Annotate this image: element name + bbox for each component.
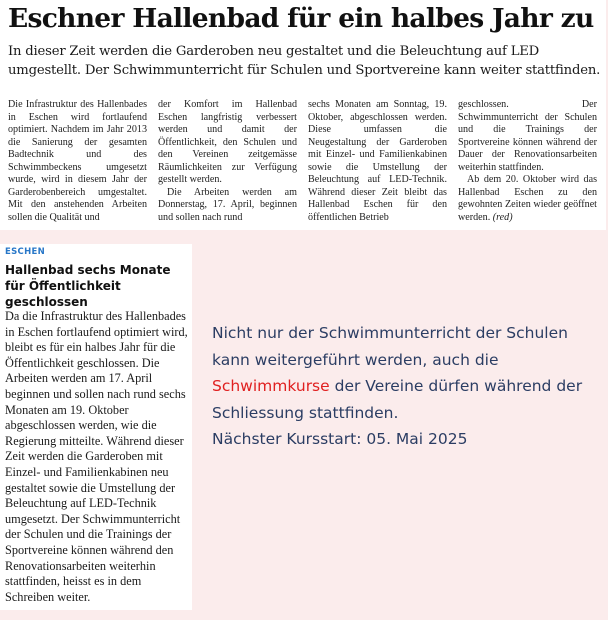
note-text: Nicht nur der Schwimmunterricht der Schulen kann weitergeführt werden, auch die bbox=[212, 324, 568, 369]
column-paragraph: Die Arbeiten werden am Donnerstag, 17. April, beginnen und sollen nach rund bbox=[158, 186, 297, 223]
column-paragraph: geschlossen. Der Schwimmunterricht der Schulen und die Trainings der Sportvereine können während der Dauer der Renovationsarbeiten weiterhin stattfinden. bbox=[458, 99, 597, 173]
article-headline: Eschner Hallenbad für ein halbes Jahr zu bbox=[8, 3, 594, 34]
column-text: Ab dem 20. Oktober wird das Hallenbad Eschen zu den gewohnten Zeiten wieder geöffnet werden. bbox=[458, 174, 597, 223]
course-note bbox=[212, 320, 602, 453]
article-column-2 bbox=[158, 99, 297, 224]
column-paragraph bbox=[458, 174, 597, 224]
author-signature: (red) bbox=[492, 211, 513, 223]
column-paragraph: der Komfort im Hallenbad Eschen langfristig verbessert werden und damit der Öffentlichkeit, den Schulen und den Vereinen zeitgemässe Räumlichkeiten zur Verfügung gestellt werden. bbox=[158, 99, 297, 185]
news-headline: Hallenbad sechs Monate für Öffentlichkeit geschlossen bbox=[5, 263, 171, 309]
next-course-start: Nächster Kursstart: 05. Mai 2025 bbox=[212, 430, 468, 448]
column-paragraph: sechs Monaten am Sonntag, 19. Oktober, abgeschlossen werden. Diese umfassen die Neugestaltung der Garderoben mit Einzel- und Familienkabinen sowie die Umstellung der Beleuchtung auf LED-Technik. Während dieser Zeit bleibt das Hallenbad Eschen für den öffentlichen Betrieb bbox=[308, 99, 447, 223]
article-column-4 bbox=[458, 99, 597, 224]
column-paragraph: Die Infrastruktur des Hallenbades in Eschen wird fortlaufend optimiert. Nachdem im Jahr 2013 die Sanierung der gesamten Badtechnik und des Schwimmbeckens umgesetzt wurde, wird in diesem Jahr der Garderobenbereich umgestaltet. Mit den anstehenden Arbeiten sollen die Qualität und bbox=[8, 99, 147, 223]
article-column-1 bbox=[8, 99, 147, 224]
note-highlight: Schwimmkurse bbox=[212, 377, 330, 395]
news-kicker: ESCHEN bbox=[5, 247, 46, 257]
article-lead: In dieser Zeit werden die Garderoben neu gestaltet und die Beleuchtung auf LED umgestellt. Der Schwimmunterricht für Schulen und Sportvereine kann weiter stattfinden. bbox=[8, 44, 601, 78]
article-column-3 bbox=[308, 99, 447, 224]
news-body: Da die Infrastruktur des Hallenbades in Eschen fortlaufend optimiert wird, bleibt es für ein halbes Jahr für die Öffentlichkeit geschlossen. Die Arbeiten werden am 17. April beginnen und sollen nach rund sechs Monaten am 19. Oktober abgeschlossen werden, wie die Regierung mitteilte. Während dieser Zeit werden die Garderoben mit Einzel- und Familienkabinen neu gestaltet sowie die Umstellung der Beleuchtung auf LED-Technik umgesetzt. Der Schwimmunterricht der Schulen und die Trainings der Sportvereine können während den Renovationsarbeiten weiterhin stattfinden, heisst es in dem Schreiben weiter. bbox=[5, 309, 188, 604]
note-text: der Vereine dürfen während der Schliessung stattfinden. bbox=[212, 377, 583, 422]
